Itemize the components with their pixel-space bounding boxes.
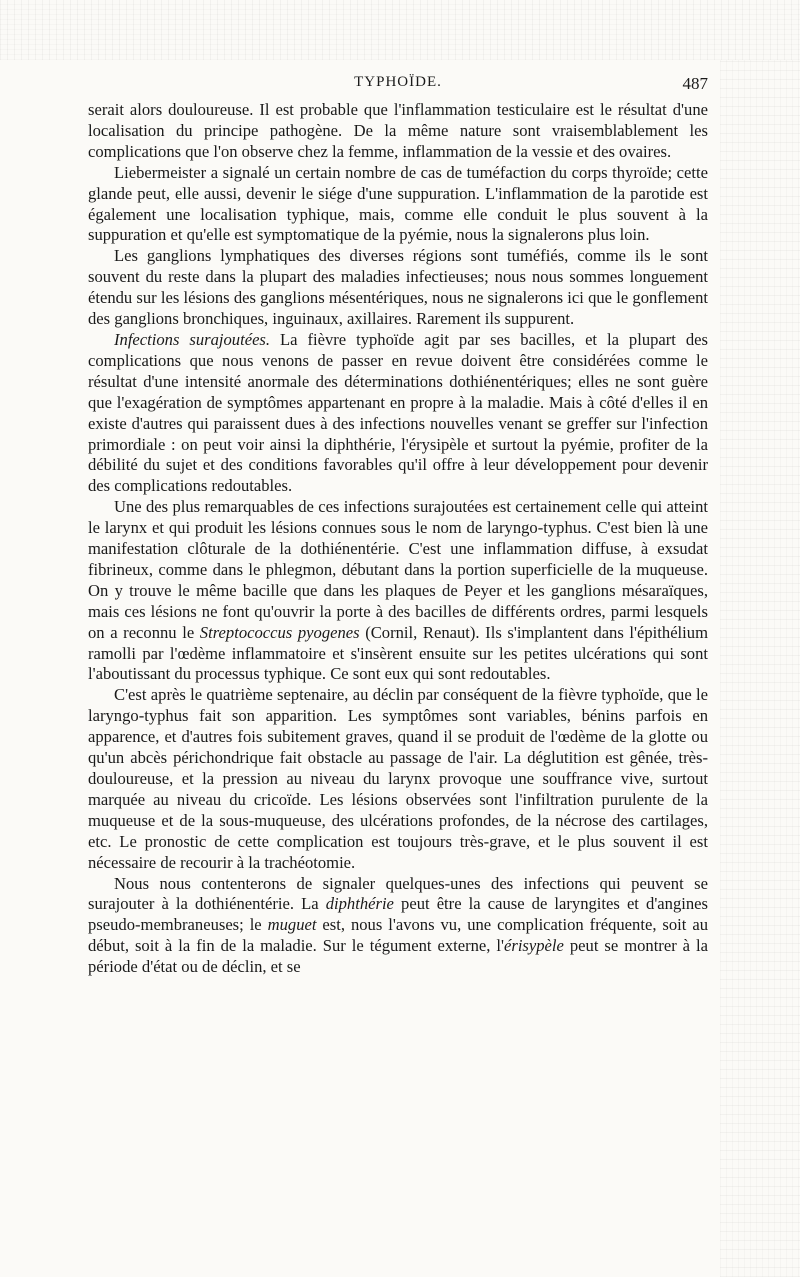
page-number: 487: [682, 74, 708, 93]
text-run: peut être la cause de laryngites et d'angines pseudo-membraneuses; le: [88, 894, 708, 935]
text-run: Une des plus remarquables de ces infections surajoutées est certainement celle qui atteint le larynx et qui produit les lésions connues sous le nom de laryngo-typhus. C'est bien là une manifestation clôturale de la dothiénentérie. C'est une inflammation diffuse, à exsudat fibrineux, comme dans le phlegmon, débutant dans la portion superficielle de la muqueuse. On y trouve le même bacille que dans les plaques de Peyer et les ganglions mésaraïques, mais ces lésions ne font qu'ouvrir la porte à des bacilles de différents ordres, parmi lesquels on a reconnu le: [88, 497, 708, 642]
italic-text: érisypèle: [504, 936, 564, 956]
paragraph: [88, 685, 708, 873]
paragraph: [88, 100, 708, 163]
scan-noise-top: [0, 0, 800, 60]
page-header: [88, 74, 708, 98]
running-head: TYPHOÏDE.: [354, 74, 442, 90]
text-run: La fièvre typhoïde agit par ses bacilles, et la plupart des complications que nous venons de passer en revue doivent être considérées comme le résultat d'une intensité anormale des déterminations dothiénentériques; elles ne sont guère que l'exagération de symptômes appartenant en propre à la maladie. Mais à côté d'elles il en existe d'autres qui paraissent dues à des infections nouvelles venant se greffer sur l'infection primordiale : on peut voir ainsi la diphthérie, l'érysipèle et surtout la pyémie, profiter de la débilité du sujet et des conditions favorables qu'il offre à leur développement pour devenir des complications redoutables.: [88, 329, 708, 496]
italic-text: Streptococcus pyogenes: [199, 622, 360, 642]
paragraph: [88, 330, 708, 497]
text-run: (Cornil, Renaut). Ils s'implantent dans l'épithélium ramolli par l'œdème inflammatoire et s'insèrent ensuite sur les petites ulcérations qui sont l'aboutissant du processus typhique. Ce sont eux qui sont redoutables.: [88, 622, 708, 684]
paragraph: [88, 163, 708, 247]
italic-text: muguet: [267, 915, 317, 935]
body-text: [88, 100, 708, 978]
text-run: peut se montrer à la période d'état ou de déclin, et se: [88, 936, 708, 977]
text-run: Nous nous contenterons de signaler quelques-unes des infections qui peuvent se surajouter à la dothiénentérie. La: [88, 873, 708, 914]
paragraph: [88, 874, 708, 979]
text-run: Liebermeister a signalé un certain nombre de cas de tuméfaction du corps thyroïde; cette glande peut, elle aussi, devenir le siége d'une suppuration. L'inflammation de la parotide est également une localisation typhique, mais, comme elle conduit le plus souvent à la suppuration et qu'elle est symptomatique de la pyémie, nous la signalerons plus loin.: [88, 162, 708, 245]
italic-text: diphthérie: [325, 894, 394, 914]
text-run: est, nous l'avons vu, une complication fréquente, soit au début, soit à la fin de la maladie. Sur le tégument externe, l': [88, 915, 708, 956]
paragraph: [88, 497, 708, 685]
text-run: Les ganglions lymphatiques des diverses régions sont tuméfiés, comme ils le sont souvent du reste dans la plupart des maladies infectieuses; nous nous sommes longuement étendu sur les lésions des ganglions mésentériques, nous ne signalerons ici que le gonflement des ganglions bronchiques, inguinaux, axillaires. Rarement ils suppurent.: [88, 246, 708, 329]
italic-text: Infections surajoutées.: [114, 329, 271, 349]
text-run: serait alors douloureuse. Il est probable que l'inflammation testiculaire est le résultat d'une localisation du principe pathogène. De la même nature sont vraisemblablement les complications que l'on observe chez la femme, inflammation de la vessie et des ovaires.: [88, 100, 708, 161]
paragraph: [88, 246, 708, 330]
scan-noise-right: [720, 60, 800, 1277]
text-run: C'est après le quatrième septenaire, au déclin par conséquent de la fièvre typhoïde, que le laryngo-typhus fait son apparition. Les symptômes sont variables, bénins parfois en apparence, et d'autres fois subitement graves, quand il se produit de l'œdème de la glotte ou qu'un abcès périchondrique fait obstacle au passage de l'air. La déglutition est gênée, très-douloureuse, et la pression au niveau du larynx provoque une souffrance vive, surtout marquée au niveau du cricoïde. Les lésions observées sont l'infiltration purulente de la muqueuse et de la sous-muqueuse, des ulcérations profondes, de la nécrose des cartilages, etc. Le pronostic de cette complication est toujours très-grave, et le plus souvent il est nécessaire de recourir à la trachéotomie.: [88, 685, 708, 872]
